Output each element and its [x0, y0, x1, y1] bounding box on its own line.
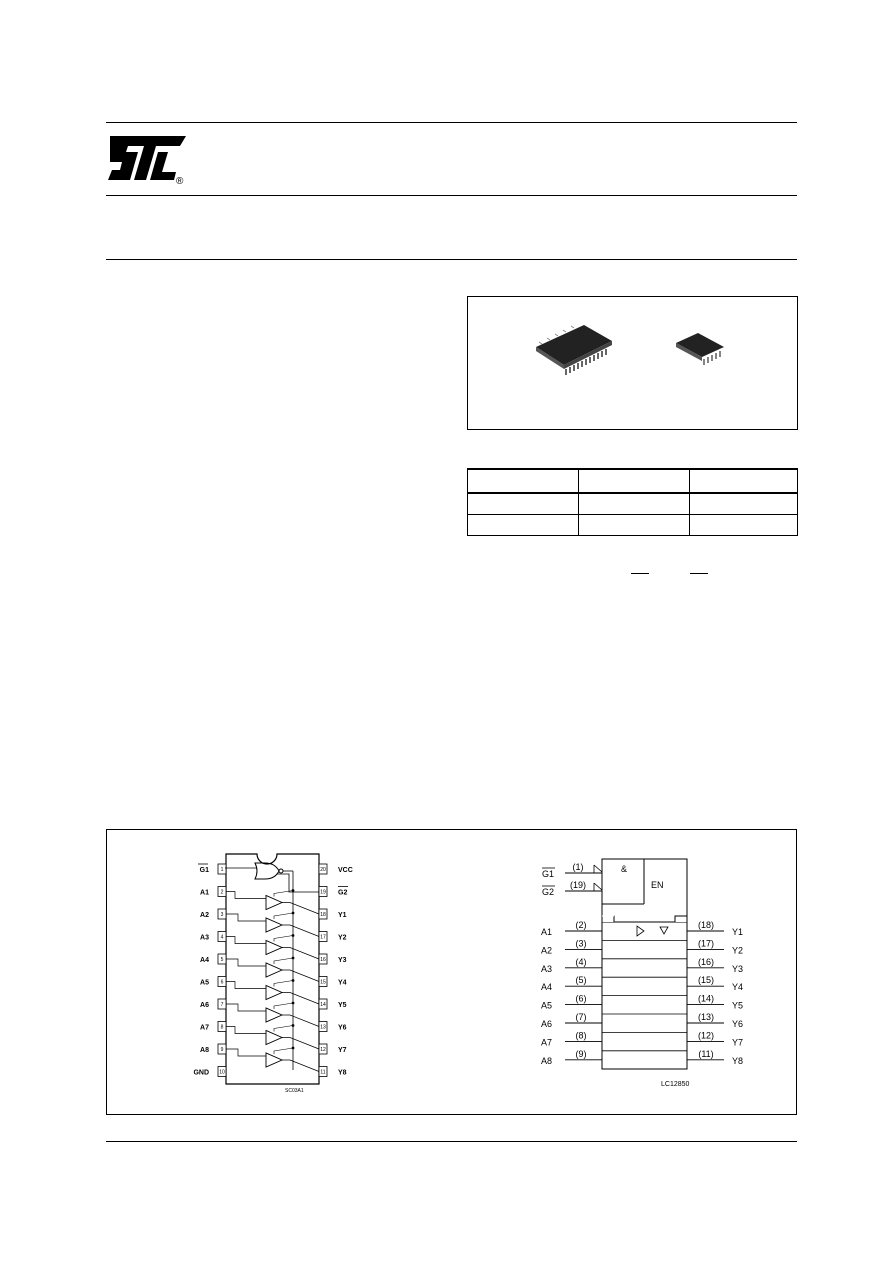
pin-label: GND [193, 1069, 209, 1077]
input-pin-number: (9) [575, 1048, 587, 1059]
table-row [468, 493, 798, 515]
enable-input-group [542, 862, 602, 897]
pin-number: 8 [220, 1024, 224, 1031]
pin-diagram-code: SC03A1 [285, 1088, 304, 1094]
table-row [468, 515, 798, 536]
pin-label: Y1 [338, 912, 347, 919]
pin-number: 2 [220, 889, 224, 896]
bottom-rule [106, 1141, 797, 1142]
table-header-row [468, 469, 798, 493]
buffer-enable-wire [274, 891, 293, 897]
pin-number: 12 [320, 1047, 326, 1053]
buffer-input-wire [226, 1027, 266, 1034]
en-label: EN [651, 880, 664, 890]
output-pin-number: (18) [697, 920, 715, 930]
junction-dot [292, 979, 295, 982]
buffer-input-wire [226, 959, 266, 966]
output-pin-number: (12) [697, 1030, 715, 1041]
and-symbol: & [621, 864, 628, 874]
buffer-triangle [266, 1053, 282, 1067]
sop-package [536, 325, 612, 375]
pin-number: 9 [220, 1047, 224, 1053]
pin-label: G2 [338, 889, 348, 897]
output-label: Y1 [732, 927, 744, 937]
pin-number: 6 [220, 979, 224, 986]
input-pin-number: (8) [575, 1030, 587, 1041]
registered-mark: ® [176, 176, 184, 187]
output-pin-number: (13) [697, 1012, 715, 1022]
tssop-package [676, 333, 724, 365]
input-pin-number: (3) [575, 938, 587, 949]
buffer-triangle [266, 1031, 282, 1045]
junction-dot [292, 1024, 295, 1027]
pin-label: A5 [200, 979, 209, 987]
diagram-box [106, 829, 797, 1115]
diagram-canvas [107, 830, 796, 1114]
pin-label: A2 [200, 912, 209, 919]
output-label: Y4 [732, 982, 744, 993]
buffer-triangle [266, 986, 282, 1000]
order-codes-table [467, 468, 798, 536]
pin-number: 13 [320, 1024, 326, 1031]
logo-rule [106, 195, 797, 196]
pin-label: G1 [199, 867, 209, 874]
pin-number: 20 [320, 867, 326, 873]
junction-dot [292, 889, 295, 892]
junction-dot [292, 1047, 295, 1050]
buffer-enable-wire [274, 981, 293, 987]
iec-logic-symbol [541, 859, 743, 1088]
table-cell [468, 493, 579, 515]
pin-number: 11 [320, 1069, 326, 1076]
junction-dot [292, 1002, 295, 1005]
pin-number: 15 [320, 979, 326, 986]
pin-number: 18 [320, 912, 326, 918]
table-cell [579, 493, 690, 515]
table-cell [579, 469, 690, 493]
output-pin-number: (17) [697, 938, 715, 949]
buffer-output-wire [282, 1038, 319, 1050]
input-pin-number: (4) [575, 956, 587, 967]
enable-pin-number: (19) [569, 880, 587, 890]
input-label: A1 [541, 927, 553, 937]
pin-connection-diagram [193, 854, 352, 1094]
pin-label: Y5 [338, 1002, 347, 1009]
negation-mark [594, 883, 602, 890]
buffer-triangle [266, 963, 282, 977]
top-rule [106, 122, 797, 123]
pin-number: 16 [320, 957, 326, 963]
buffer-enable-wire [274, 936, 293, 942]
input-pin-number: (6) [575, 993, 587, 1004]
buffer-triangle [266, 941, 282, 955]
overbar-mark [631, 573, 649, 574]
buffer-output-wire [282, 903, 319, 915]
output-pin-number: (14) [697, 993, 715, 1004]
buffer-enable-wire [274, 958, 293, 964]
pin-label: A6 [200, 1002, 209, 1009]
table-cell [690, 515, 798, 536]
overbar-mark [690, 573, 708, 574]
enable-label: G2 [542, 887, 555, 897]
buffer-input-wire [226, 914, 266, 921]
buffer-input-wire [226, 1049, 266, 1056]
output-pin-number: (15) [697, 975, 715, 986]
buffer-input-wire [226, 892, 266, 899]
package-illustration [468, 297, 797, 429]
pin-label: A3 [200, 934, 209, 942]
buffer-output-wire [282, 925, 319, 937]
pin-number: 5 [220, 957, 224, 963]
buffer-triangle [266, 918, 282, 932]
pin-number: 10 [219, 1069, 225, 1076]
table-cell [690, 469, 798, 493]
junction-dot [292, 912, 295, 915]
pin-label: Y3 [338, 957, 347, 964]
output-label: Y8 [732, 1055, 744, 1066]
output-pin-number: (11) [698, 1048, 714, 1059]
buffer-input-wire [226, 982, 266, 989]
pin-label: Y2 [338, 934, 347, 942]
pin-number: 1 [220, 867, 224, 873]
input-pin-number: (7) [575, 1012, 587, 1022]
input-pin-number: (5) [575, 975, 587, 986]
buffer-output-wire [282, 1015, 319, 1027]
input-label: A4 [541, 982, 553, 993]
pin-number: 3 [220, 912, 224, 918]
iec-diagram-code: LC12850 [661, 1081, 690, 1088]
pin-label: A7 [200, 1024, 209, 1032]
buffer-enable-wire [274, 1048, 293, 1054]
buffer-triangle [266, 1008, 282, 1022]
pin-number: 19 [320, 889, 326, 896]
input-pin-number: (2) [575, 920, 587, 930]
input-label: A8 [541, 1055, 553, 1066]
buffer-group [226, 889, 319, 1071]
right-pin-group [319, 864, 353, 1077]
buffer-output-wire [282, 970, 319, 982]
left-pin-group [193, 864, 226, 1077]
output-label: Y3 [732, 963, 744, 974]
input-label: A7 [541, 1037, 553, 1048]
buffer-enable-wire [274, 1003, 293, 1009]
table-cell [468, 515, 579, 536]
enable-label: G1 [542, 869, 555, 879]
pin-number: 7 [220, 1002, 224, 1008]
junction-dot [292, 934, 295, 937]
junction-dot [292, 957, 295, 960]
pin-label: VCC [338, 867, 353, 874]
pin-label: Y4 [338, 979, 347, 987]
enable-pin-number: (1) [572, 862, 584, 872]
buffer-input-wire [226, 1004, 266, 1011]
buffer-enable-wire [274, 913, 293, 919]
input-label: A6 [541, 1019, 553, 1029]
buffer-output-wire [282, 948, 319, 960]
pin-label: Y6 [338, 1024, 347, 1032]
buffer-triangle [266, 896, 282, 910]
output-label: Y6 [732, 1019, 744, 1029]
pin-number: 17 [320, 934, 326, 941]
pin-label: A4 [200, 957, 209, 964]
pin-label: A8 [200, 1047, 209, 1054]
output-label: Y2 [732, 945, 744, 956]
buffer-enable-wire [274, 1026, 293, 1032]
table-cell [690, 493, 798, 515]
buffer-output-wire [282, 1060, 319, 1072]
output-pin-number: (16) [697, 956, 715, 967]
input-label: A5 [541, 1000, 553, 1011]
title-rule [106, 259, 797, 260]
table-cell [468, 469, 579, 493]
pin-label: Y7 [338, 1047, 347, 1054]
package-box [467, 296, 798, 430]
table-cell [579, 515, 690, 536]
input-label: A3 [541, 963, 553, 974]
input-label: A2 [541, 945, 553, 956]
pin-number: 14 [320, 1002, 326, 1008]
buffer-input-wire [226, 937, 266, 944]
buffer-output-wire [282, 993, 319, 1005]
pin-label: A1 [200, 889, 209, 897]
output-label: Y5 [732, 1000, 744, 1011]
output-label: Y7 [732, 1037, 744, 1048]
pin-label: Y8 [338, 1069, 347, 1077]
negation-mark [594, 865, 602, 872]
pin-number: 4 [220, 934, 224, 941]
